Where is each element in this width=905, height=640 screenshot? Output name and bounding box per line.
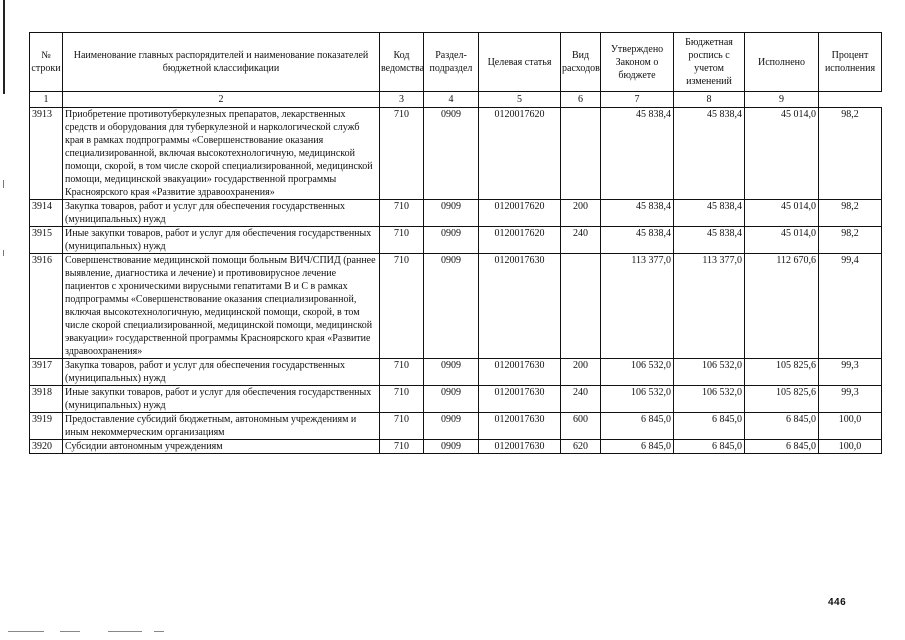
- row-schedule: 6 845,0: [674, 440, 745, 454]
- row-target: 0120017630: [479, 413, 561, 440]
- row-dept-code: 710: [380, 254, 424, 359]
- table-row: [30, 200, 882, 227]
- scan-bottom-marks: [8, 631, 168, 633]
- row-executed: 6 845,0: [745, 413, 819, 440]
- header-executed: Исполнено: [745, 33, 819, 92]
- scan-edge-tick: [3, 250, 4, 256]
- row-expense-type: 240: [561, 227, 601, 254]
- row-executed: 45 014,0: [745, 200, 819, 227]
- row-executed: 45 014,0: [745, 108, 819, 200]
- row-dept-code: 710: [380, 413, 424, 440]
- row-schedule: 45 838,4: [674, 200, 745, 227]
- row-section: 0909: [424, 200, 479, 227]
- row-name: Закупка товаров, работ и услуг для обеспечения государственных (муниципальных) нужд: [63, 359, 380, 386]
- row-executed: 105 825,6: [745, 359, 819, 386]
- row-dept-code: 710: [380, 108, 424, 200]
- row-expense-type: [561, 108, 601, 200]
- row-target: 0120017620: [479, 108, 561, 200]
- header-percent: Процент исполнения: [819, 33, 882, 92]
- row-name: Предоставление субсидий бюджетным, автономным учреждениям и иным некоммерческим организациям: [63, 413, 380, 440]
- row-schedule: 113 377,0: [674, 254, 745, 359]
- row-expense-type: 600: [561, 413, 601, 440]
- row-percent: 98,2: [819, 108, 882, 200]
- row-approved: 45 838,4: [601, 200, 674, 227]
- row-target: 0120017630: [479, 386, 561, 413]
- header-dept-code: Код ведомства: [380, 33, 424, 92]
- row-dept-code: 710: [380, 386, 424, 413]
- header-budget-schedule: Бюджетная роспись с учетом изменений: [674, 33, 745, 92]
- row-section: 0909: [424, 359, 479, 386]
- row-expense-type: 200: [561, 200, 601, 227]
- row-target: 0120017630: [479, 440, 561, 454]
- header-row-no: № строки: [30, 33, 63, 92]
- row-schedule: 45 838,4: [674, 108, 745, 200]
- header-name: Наименование главных распорядителей и наименование показателей бюджетной классификации: [63, 33, 380, 92]
- row-percent: 99,3: [819, 386, 882, 413]
- row-approved: 106 532,0: [601, 359, 674, 386]
- row-name: Совершенствование медицинской помощи больным ВИЧ/СПИД (раннее выявление, диагностика и лечение) и противовирусное лечение пациентов с хроническими вирусными гепатитами В и С в рамках подпрограммы «Совершенствование оказания специализированной, включая высокотехнологичную, медицинской помощи, скорой, в том числе скорой специализированной, медицинской помощи, медицинской эвакуации» государственной программы Красноярского края «Развитие здравоохранения»: [63, 254, 380, 359]
- scan-bottom-mark: [60, 631, 80, 632]
- row-name: Приобретение противотуберкулезных препаратов, лекарственных средств и оборудования для туберкулезной и наркологической служб края в рамках подпрограммы «Совершенствование оказания специализированной, включая высокотехнологичную, медицинской помощи, скорой, в том числе скорой специализированной, медицинской помощи, медицинской эвакуации» государственной программы Красноярского края «Развитие здравоохранения»: [63, 108, 380, 200]
- row-executed: 112 670,6: [745, 254, 819, 359]
- row-executed: 45 014,0: [745, 227, 819, 254]
- row-name: Закупка товаров, работ и услуг для обеспечения государственных (муниципальных) нужд: [63, 200, 380, 227]
- table-row: [30, 440, 882, 454]
- row-number: 3916: [30, 254, 63, 359]
- row-section: 0909: [424, 413, 479, 440]
- row-section: 0909: [424, 227, 479, 254]
- row-approved: 113 377,0: [601, 254, 674, 359]
- header-target: Целевая статья: [479, 33, 561, 92]
- row-schedule: 6 845,0: [674, 413, 745, 440]
- row-section: 0909: [424, 440, 479, 454]
- scan-edge-mark: [3, 0, 5, 94]
- row-name: Субсидии автономным учреждениям: [63, 440, 380, 454]
- scan-bottom-mark: [8, 631, 44, 632]
- column-number: 9: [745, 92, 819, 108]
- row-percent: 98,2: [819, 200, 882, 227]
- header-approved: Утверждено Законом о бюджете: [601, 33, 674, 92]
- row-expense-type: [561, 254, 601, 359]
- row-number: 3914: [30, 200, 63, 227]
- row-executed: 105 825,6: [745, 386, 819, 413]
- table-row: [30, 254, 882, 359]
- row-executed: 6 845,0: [745, 440, 819, 454]
- row-name: Иные закупки товаров, работ и услуг для обеспечения государственных (муниципальных) нужд: [63, 227, 380, 254]
- row-approved: 45 838,4: [601, 227, 674, 254]
- row-number: 3913: [30, 108, 63, 200]
- row-name: Иные закупки товаров, работ и услуг для обеспечения государственных (муниципальных) нужд: [63, 386, 380, 413]
- row-dept-code: 710: [380, 227, 424, 254]
- row-percent: 99,3: [819, 359, 882, 386]
- row-approved: 6 845,0: [601, 413, 674, 440]
- row-target: 0120017620: [479, 200, 561, 227]
- row-approved: 6 845,0: [601, 440, 674, 454]
- table-row: [30, 413, 882, 440]
- row-target: 0120017630: [479, 359, 561, 386]
- header-section: Раздел-подраздел: [424, 33, 479, 92]
- column-number: 1: [30, 92, 63, 108]
- row-approved: 106 532,0: [601, 386, 674, 413]
- table-row: [30, 108, 882, 200]
- row-number: 3920: [30, 440, 63, 454]
- row-schedule: 106 532,0: [674, 386, 745, 413]
- column-number: 2: [63, 92, 380, 108]
- header-expense-type: Вид расходов: [561, 33, 601, 92]
- row-percent: 98,2: [819, 227, 882, 254]
- row-section: 0909: [424, 108, 479, 200]
- row-number: 3917: [30, 359, 63, 386]
- scan-bottom-mark: [108, 631, 142, 632]
- row-section: 0909: [424, 386, 479, 413]
- column-number: 7: [601, 92, 674, 108]
- row-number: 3919: [30, 413, 63, 440]
- table-row: [30, 386, 882, 413]
- table-header-row: [30, 33, 882, 92]
- row-target: 0120017630: [479, 254, 561, 359]
- table-row: [30, 359, 882, 386]
- row-number: 3918: [30, 386, 63, 413]
- table-row: [30, 227, 882, 254]
- scan-bottom-mark: [154, 631, 164, 632]
- row-target: 0120017620: [479, 227, 561, 254]
- row-schedule: 106 532,0: [674, 359, 745, 386]
- row-number: 3915: [30, 227, 63, 254]
- column-number: 4: [424, 92, 479, 108]
- row-dept-code: 710: [380, 200, 424, 227]
- row-dept-code: 710: [380, 440, 424, 454]
- row-expense-type: 200: [561, 359, 601, 386]
- row-percent: 99,4: [819, 254, 882, 359]
- column-number: 8: [674, 92, 745, 108]
- row-percent: 100,0: [819, 413, 882, 440]
- row-approved: 45 838,4: [601, 108, 674, 200]
- row-dept-code: 710: [380, 359, 424, 386]
- column-number-row: [30, 92, 882, 108]
- row-percent: 100,0: [819, 440, 882, 454]
- scan-edge-tick: [3, 180, 4, 188]
- row-expense-type: 620: [561, 440, 601, 454]
- row-schedule: 45 838,4: [674, 227, 745, 254]
- row-expense-type: 240: [561, 386, 601, 413]
- column-number: 3: [380, 92, 424, 108]
- budget-execution-table: [29, 32, 882, 454]
- column-number: 6: [561, 92, 601, 108]
- page-number: 446: [828, 597, 847, 608]
- row-section: 0909: [424, 254, 479, 359]
- column-number: 5: [479, 92, 561, 108]
